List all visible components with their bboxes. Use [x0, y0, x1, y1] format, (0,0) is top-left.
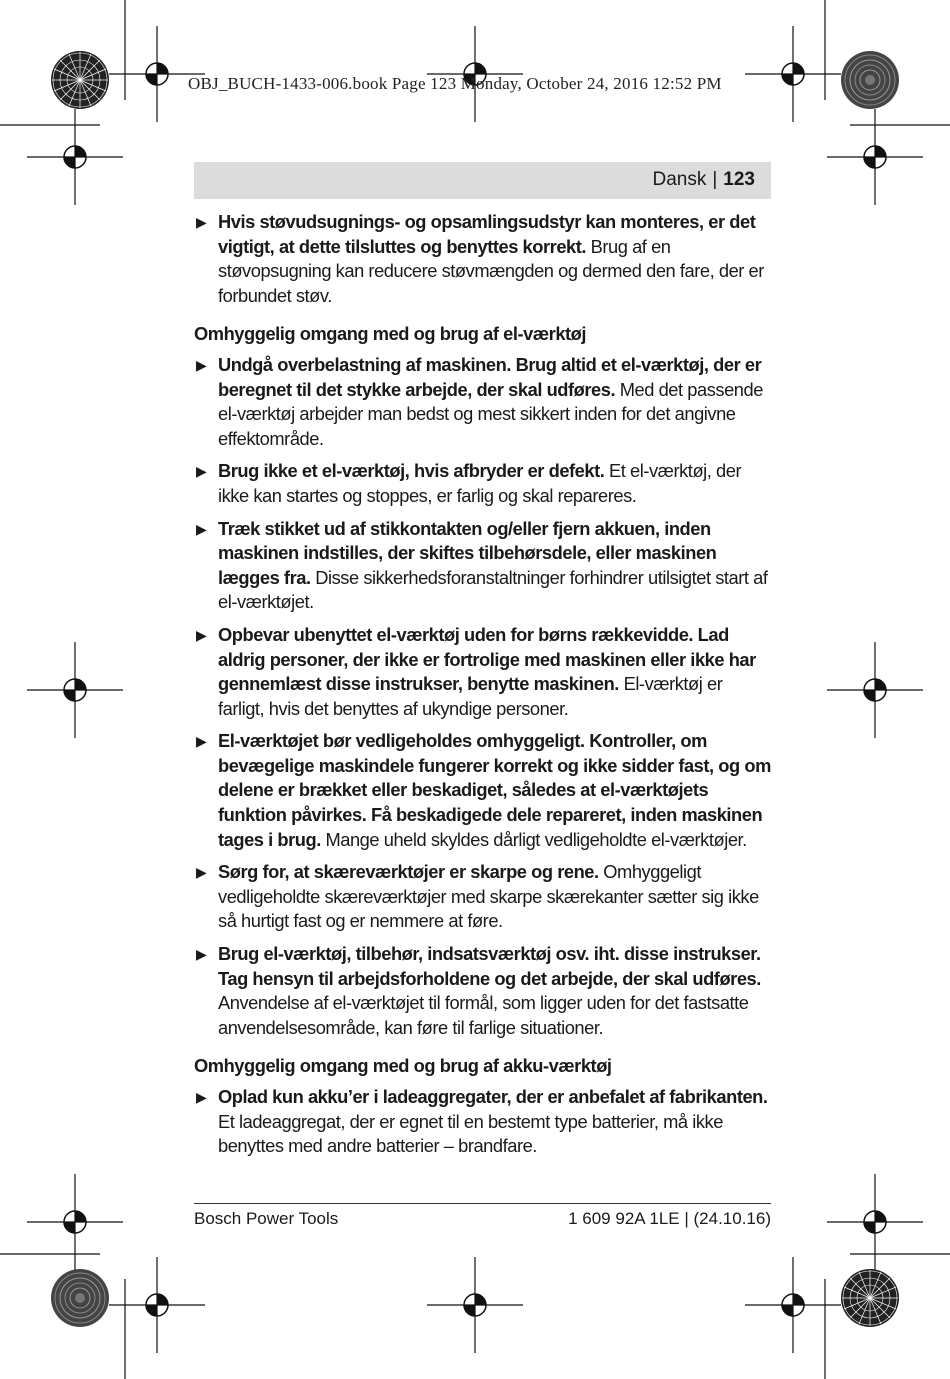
instruction-body-text: Mange uheld skyldes dårligt vedligeholdte el-værktøjer.	[320, 828, 747, 850]
instruction-bold-text: Hvis støvudsugnings- og opsamlingsudstyr kan monteres, er det vigtigt, at dette tilsluttes og benyttes korrekt.	[218, 211, 756, 257]
safety-instruction-item	[194, 623, 771, 721]
triangle-bullet-icon: ▶	[196, 733, 207, 750]
triangle-bullet-icon: ▶	[196, 520, 207, 537]
triangle-bullet-icon: ▶	[196, 214, 207, 230]
safety-instruction-item	[194, 942, 771, 1040]
instruction-bold-text: Brug el-værktøj, tilbehør, indsatsværktøj osv. iht. disse instrukser. Tag hensyn til arbejdsforholdene og det arbejde, der skal udføres.	[218, 943, 761, 989]
triangle-bullet-icon: ▶	[196, 626, 207, 643]
safety-instruction-item	[194, 353, 771, 451]
triangle-bullet-icon: ▶	[196, 864, 207, 881]
safety-instruction-item	[194, 517, 771, 615]
safety-instruction-item	[194, 210, 771, 308]
page-header	[653, 169, 756, 191]
header-language: Dansk	[652, 169, 707, 190]
safety-instruction-item	[194, 860, 771, 934]
instruction-bold-text: Oplad kun akku’er i ladeaggregater, der er anbefalet af fabrikanten.	[218, 1086, 768, 1107]
footer-rule	[194, 1203, 771, 1204]
book-slug-line: OBJ_BUCH-1433-006.book Page 123 Monday, October 24, 2016 12:52 PM	[188, 74, 722, 93]
triangle-bullet-icon: ▶	[196, 356, 207, 373]
header-separator: |	[712, 169, 718, 190]
instruction-body-text: Et ladeaggregat, der er egnet til en bestemt type batterier, må ikke benyttes med andre batterier – brandfare.	[218, 1110, 723, 1157]
instruction-bold-text: Undgå overbelastning af maskinen. Brug altid et el-værktøj, der er beregnet til det stykke arbejde, der skal udføres.	[218, 353, 762, 400]
safety-instruction-item	[194, 1085, 771, 1159]
safety-instruction-item	[194, 459, 771, 508]
safety-instruction-item	[194, 729, 771, 852]
instruction-body-text: Anvendelse af el-værktøjet til formål, som ligger uden for det fastsatte anvendelsesområde, kan føre til farlige situationer.	[218, 992, 749, 1038]
section-heading: Omhyggelig omgang med og brug af akku-værktøj	[194, 1055, 612, 1077]
section-heading: Omhyggelig omgang med og brug af el-værktøj	[194, 323, 587, 345]
triangle-bullet-icon: ▶	[196, 1089, 207, 1105]
triangle-bullet-icon: ▶	[196, 946, 207, 963]
footer-brand: Bosch Power Tools	[194, 1209, 339, 1228]
instruction-body-text: Omhyggeligt vedligeholdte skæreværktøjer med skarpe skærekanter sætter sig ikke så hurtigt fast og er nemmere at føre.	[218, 861, 759, 932]
page-number: 123	[723, 169, 755, 190]
instruction-bold-text: Træk stikket ud af stikkontakten og/eller fjern akkuen, inden maskinen indstilles, der skiftes tilbehørsdele, eller maskinen lægges fra.	[218, 517, 717, 588]
instruction-bold-text: Opbevar ubenyttet el-værktøj uden for børns rækkevidde. Lad aldrig personer, der ikke er fortrolige med maskinen eller ikke har gennemlæst disse instrukser, benytte maskinen.	[218, 623, 756, 695]
instruction-body-text: Et el-værktøj, der ikke kan startes og stoppes, er farlig og skal repareres.	[218, 460, 742, 506]
instruction-body-text: El-værktøj er farligt, hvis det benyttes af ukyndige personer.	[218, 673, 723, 719]
instruction-body-text: Brug af en støvopsugning kan reducere støvmængden og dermed den fare, der er forbundet støv.	[218, 235, 764, 306]
triangle-bullet-icon: ▶	[196, 463, 207, 480]
page-content	[194, 210, 771, 1167]
instruction-bold-text: El-værktøjet bør vedligeholdes omhyggeligt. Kontroller, om bevægelige maskindele fungerer korrekt og ikke sidder fast, og om delene er brækket eller beskadiget, således at el-værktøjets funktion påvirkes. Få beskadigede dele repareret, inden maskinen tages i brug.	[218, 730, 771, 850]
page-header-bar	[194, 162, 771, 199]
instruction-bold-text: Sørg for, at skæreværktøjer er skarpe og rene.	[218, 861, 599, 883]
footer-doc-code: 1 609 92A 1LE | (24.10.16)	[568, 1209, 771, 1228]
instruction-bold-text: Brug ikke et el-værktøj, hvis afbryder er defekt.	[218, 460, 605, 482]
instruction-body-text: Disse sikkerhedsforanstaltninger forhindrer utilsigtet start af el-værktøjet.	[218, 566, 768, 613]
instruction-body-text: Med det passende el-værktøj arbejder man bedst og mest sikkert inden for det angivne effektområde.	[218, 378, 763, 449]
